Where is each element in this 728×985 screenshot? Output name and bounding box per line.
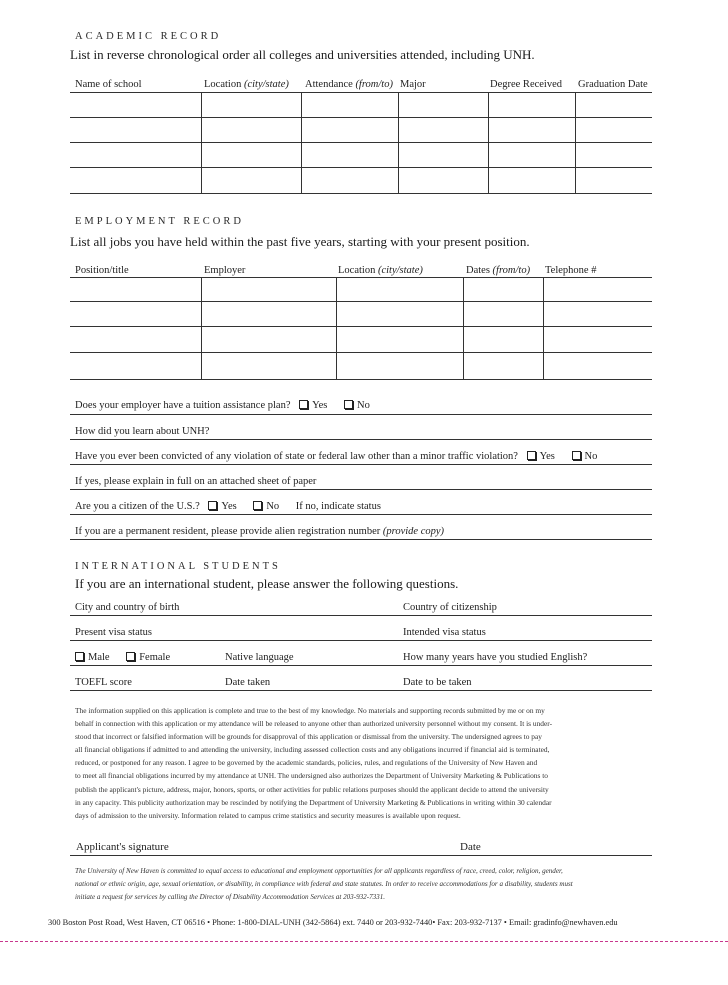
academic-row[interactable] [70,93,652,117]
contact-address: 300 Boston Post Road, West Haven, CT 06516 • Phone: 1-800-DIAL-UNH (342-5864) ext. 7440 or 203-932-7440• Fax: 203-932-7137 • Email: gradinfo@newhaven.edu [48,918,618,927]
checkbox-icon[interactable] [299,400,308,409]
academic-row[interactable] [70,168,652,193]
convicted-question: Have you ever been convicted of any violation of state or federal law other than a minor traffic violation? Yes No [75,451,598,462]
col-employer: Employer [204,265,246,276]
toefl-line[interactable] [70,690,652,691]
international-heading: INTERNATIONAL STUDENTS [75,561,281,572]
academic-heading: ACADEMIC RECORD [75,31,222,42]
language-line[interactable] [70,665,652,666]
signature-line[interactable] [70,855,652,856]
international-instruction: If you are an international student, please answer the following questions. [75,576,459,591]
checkbox-icon[interactable] [344,400,353,409]
explain-text: If yes, please explain in full on an attached sheet of paper [75,476,317,487]
visa-line[interactable] [70,640,652,641]
learn-question: How did you learn about UNH? [75,426,210,437]
tear-line [0,941,728,942]
gender-options [75,652,170,663]
resident-question: If you are a permanent resident, please provide alien registration number (provide copy) [75,526,445,537]
col-name-of-school: Name of school [75,79,142,90]
explain-answer-line[interactable] [70,489,652,490]
checkbox-icon[interactable] [253,501,262,510]
date-to-be-taken-label: Date to be taken [403,677,472,688]
signature-label: Applicant's signature [76,841,169,853]
employment-heading: EMPLOYMENT RECORD [75,216,244,227]
citizen-no-option[interactable]: No [253,501,279,512]
academic-instruction: List in reverse chronological order all colleges and universities attended, including UNH. [70,47,535,62]
employment-instruction: List all jobs you have held within the past five years, starting with your present position. [70,234,530,249]
col-position-title: Position/title [75,265,129,276]
checkbox-icon[interactable] [527,451,536,460]
employment-row[interactable] [70,278,652,301]
signature-date-label: Date [460,841,481,853]
citizen-yes-option[interactable]: Yes [208,501,236,512]
employment-row[interactable] [70,353,652,379]
employment-row[interactable] [70,327,652,352]
col-location: Location (city/state) [204,79,289,90]
col-telephone: Telephone # [545,265,597,276]
intended-visa-label: Intended visa status [403,627,486,638]
employment-row[interactable] [70,302,652,326]
equal-access-notice: The University of New Haven is committed to equal access to educational and employment opportunities for all applicants regardless of race, creed, color, religion, gender, national or ethnic origin, age, sexual orientation, or disability, in compliance with federal and state statutes. In order to receive accommodations for a disability, students must initiate a request for services by calling the Director of Disability Accommodation Services at 203-932-7331. [75,867,573,901]
female-option[interactable]: Female [126,652,170,663]
academic-row[interactable] [70,143,652,167]
convicted-yes-option[interactable]: Yes [527,451,555,462]
years-english-label: How many years have you studied English? [403,652,588,663]
citizen-question: Are you a citizen of the U.S.? Yes No If no, indicate status [75,501,381,512]
checkbox-icon[interactable] [75,652,84,661]
checkbox-icon[interactable] [572,451,581,460]
city-citizenship-line[interactable] [70,615,652,616]
academic-row[interactable] [70,118,652,142]
tuition-yes-option[interactable]: Yes [299,400,327,411]
checkbox-icon[interactable] [208,501,217,510]
visa-status-label: Present visa status [75,627,152,638]
col-graduation-date: Graduation Date [578,79,648,90]
male-option[interactable]: Male [75,652,110,663]
col-major: Major [400,79,426,90]
col-dates: Dates (from/to) [466,265,531,276]
convicted-no-option[interactable]: No [572,451,598,462]
col-attendance: Attendance (from/to) [305,79,393,90]
tuition-no-option[interactable]: No [344,400,370,411]
date-taken-label: Date taken [225,677,271,688]
legal-statement: The information supplied on this application is complete and true to the best of my knowledge. No materials and supporting records submitted by me or on my behalf in connection with this application or my attendance will be released to anyone other than authorized university personnel without my consent. It is under- stood that incorrect or falsified information will be grounds for disapproval of this application or dismissal from the university. The undersigned agrees to pay all financial obligations if admitted to and attending the university, including assessed collection costs and any obligations incurred if financial aid is terminated, reduced, or postponed for any reason. I agree to be governed by the academic standards, policies, rules, and regulations of the University of New Haven and to meet all financial obligations incurred by my attendance at UNH. The undersigned also authorizes the Department of University Marketing & Publications to publish the applicant's picture, address, major, honors, sports, or other activities for public relations purposes should the applicant decide to attend the university in any capacity. This publicity authorization may be rescinded by notifying the Department of University Marketing & Publications in writing within 30 calendar days of admission to the university. Information related to campus crime statistics and security measures is available upon request. [75,706,553,820]
col-emp-location: Location (city/state) [338,265,423,276]
city-birth-label: City and country of birth [75,602,180,613]
col-degree-received: Degree Received [490,79,562,90]
checkbox-icon[interactable] [126,652,135,661]
resident-answer-line[interactable] [70,539,652,540]
citizenship-label: Country of citizenship [403,602,497,613]
native-language-label: Native language [225,652,294,663]
learn-answer-line[interactable] [70,439,652,440]
toefl-label: TOEFL score [75,677,132,688]
tuition-question: Does your employer have a tuition assistance plan? Yes No [75,400,370,411]
